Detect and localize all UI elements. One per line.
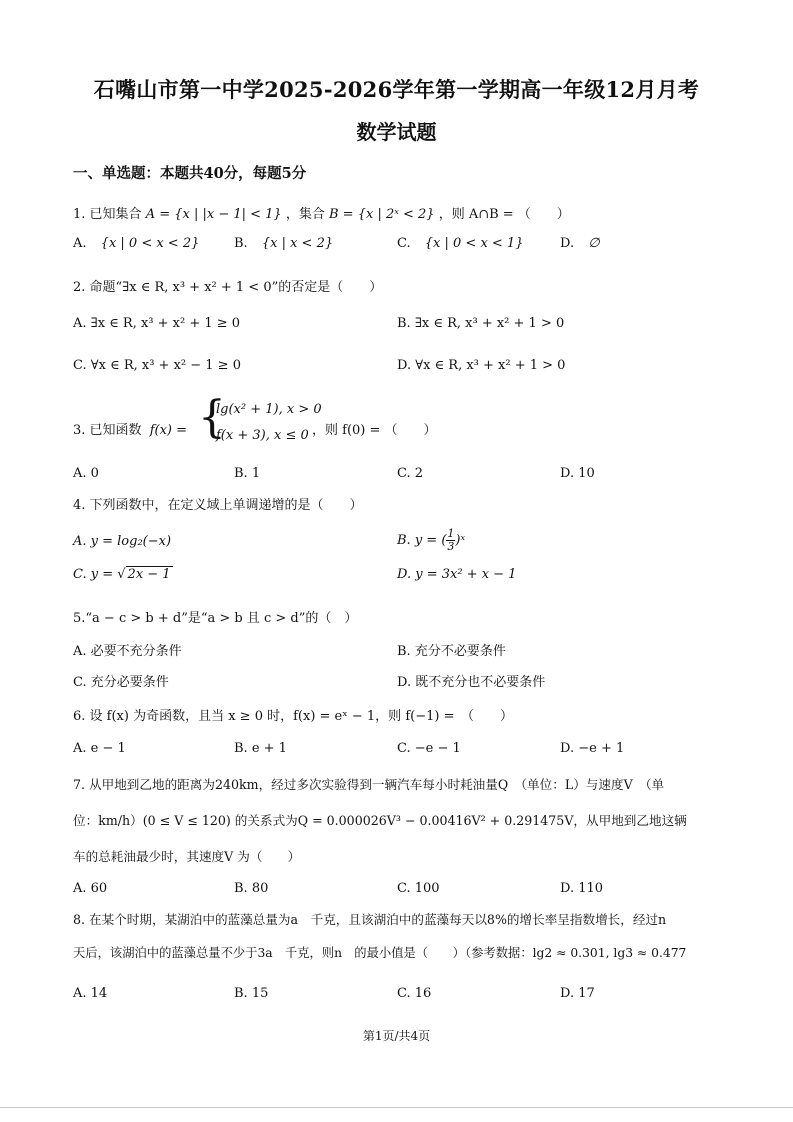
q3-tail: ，则 f(0) = （ ） [312, 423, 437, 438]
q1-option-d-text: ∅ [588, 236, 600, 251]
fraction-numerator: 1 [447, 527, 455, 540]
question-8-line-1: 8. 在某个时期，某湖泊中的蓝藻总量为a 千克，且该湖泊中的蓝藻每天以8%的增长率呈指数增长，经过n [73, 912, 667, 927]
q1-set-a: A = {x | |x − 1| < 1} [145, 207, 282, 222]
q1-option-b-label: B. [234, 236, 248, 251]
q5-option-d: D. 既不充分也不必要条件 [397, 675, 546, 690]
q3-fx: f(x) = [149, 423, 187, 438]
q7-option-c: C. 100 [397, 881, 440, 896]
question-5-stem: 5.“a − c > b + d”是“a > b 且 c > d”的（ ） [73, 611, 358, 626]
q8-option-b: B. 15 [234, 986, 269, 1001]
q3-piecewise [198, 392, 322, 450]
q4-option-c-prefix: C. y = [73, 567, 118, 582]
q1-tail: ，则 A∩B = （ ） [438, 207, 570, 222]
q2-option-c: C. ∀x ∈ R, x³ + x² − 1 ≥ 0 [73, 358, 241, 373]
fraction-denominator: 3 [447, 540, 455, 553]
q1-set-b: B = {x | 2ˣ < 2} [329, 207, 435, 222]
q4-option-c-radicand: 2x − 1 [127, 567, 171, 582]
page-number: 第1页/共4页 [362, 1029, 431, 1043]
q4-option-b [397, 528, 465, 553]
q3-num: 3. 已知函数 [73, 423, 142, 438]
question-3-num [73, 419, 187, 438]
q8-option-c: C. 16 [397, 986, 432, 1001]
q7-option-b: B. 80 [234, 881, 269, 896]
sqrt-icon: √ [117, 567, 126, 582]
question-1-stem [73, 203, 570, 222]
q6-option-c: C. −e − 1 [397, 741, 461, 756]
q1-option-d [560, 236, 600, 251]
q8-option-d: D. 17 [560, 986, 595, 1001]
q1-option-a [73, 236, 199, 251]
section-heading: 一、单选题：本题共40分，每题5分 [73, 165, 307, 182]
question-8-line-2: 天后，该湖泊中的蓝藻总量不少于3a 千克，则n 的最小值是（ ）（参考数据：lg2 ≈ 0.301, lg3 ≈ 0.477 [73, 946, 687, 960]
q1-option-a-text: {x | 0 < x < 2} [100, 236, 200, 251]
q2-option-d: D. ∀x ∈ R, x³ + x² + 1 > 0 [397, 358, 566, 373]
q4-option-b-suffix: )ˣ [455, 533, 466, 548]
question-6-stem: 6. 设 f(x) 为奇函数，且当 x ≥ 0 时，f(x) = eˣ − 1，则 f(−1) = （ ） [73, 709, 513, 724]
question-2-stem: 2. 命题“∃x ∈ R, x³ + x² + 1 < 0”的否定是（ ） [73, 280, 383, 295]
q6-option-d: D. −e + 1 [560, 741, 625, 756]
q4-option-b-prefix: B. y = ( [397, 533, 447, 548]
q1-mid: ，集合 [285, 207, 325, 222]
question-7-line-3: 车的总耗油最少时，其速度V 为（ ） [73, 849, 301, 864]
question-7-line-1: 7. 从甲地到乙地的距离为240km，经过多次实验得到一辆汽车每小时耗油量Q （单位：L）与速度V （单 [73, 777, 665, 792]
q1-option-c-label: C. [397, 236, 411, 251]
q4-option-d: D. y = 3x² + x − 1 [397, 567, 517, 582]
q1-option-c-text: {x | 0 < x < 1} [424, 236, 524, 251]
q4-option-c [73, 567, 173, 582]
q4-option-a: A. y = log₂(−x) [73, 534, 172, 549]
exam-title: 石嘴山市第一中学2025-2026学年第一学期高一年级12月月考 [93, 77, 700, 102]
bottom-divider [0, 1107, 793, 1108]
q1-num: 1. 已知集合 [73, 207, 142, 222]
q3-option-d: D. 10 [560, 466, 595, 481]
q1-option-b [234, 236, 333, 251]
exam-subtitle: 数学试题 [356, 120, 437, 144]
question-4-stem: 4. 下列函数中，在定义域上单调递增的是（ ） [73, 498, 363, 513]
question-7-line-2: 位：km/h）(0 ≤ V ≤ 120) 的关系式为Q = 0.000026V³ − 0.00416V² + 0.291475V，从甲地到乙地这辆 [73, 813, 687, 828]
q5-option-c: C. 充分必要条件 [73, 675, 169, 690]
q2-option-a: A. ∃x ∈ R, x³ + x² + 1 ≥ 0 [73, 316, 241, 331]
q2-option-b: B. ∃x ∈ R, x³ + x² + 1 > 0 [397, 316, 565, 331]
q3-option-b: B. 1 [234, 466, 261, 481]
q8-option-a: A. 14 [73, 986, 108, 1001]
q1-option-b-text: {x | x < 2} [261, 236, 334, 251]
q5-option-a: A. 必要不充分条件 [73, 644, 182, 659]
q6-option-b: B. e + 1 [234, 741, 287, 756]
q1-option-c [397, 236, 523, 251]
q7-option-a: A. 60 [73, 881, 108, 896]
q1-option-d-label: D. [560, 236, 575, 251]
q6-option-a: A. e − 1 [73, 741, 126, 756]
q3-piece-2: f(x + 3), x ≤ 0 [216, 428, 309, 443]
q3-option-c: C. 2 [397, 466, 424, 481]
q3-piece-1: lg(x² + 1), x > 0 [216, 402, 322, 417]
q3-option-a: A. 0 [73, 466, 99, 481]
left-brace-icon: { [198, 392, 226, 443]
q5-option-b: B. 充分不必要条件 [397, 644, 506, 659]
q1-option-a-label: A. [73, 236, 87, 251]
q7-option-d: D. 110 [560, 881, 604, 896]
